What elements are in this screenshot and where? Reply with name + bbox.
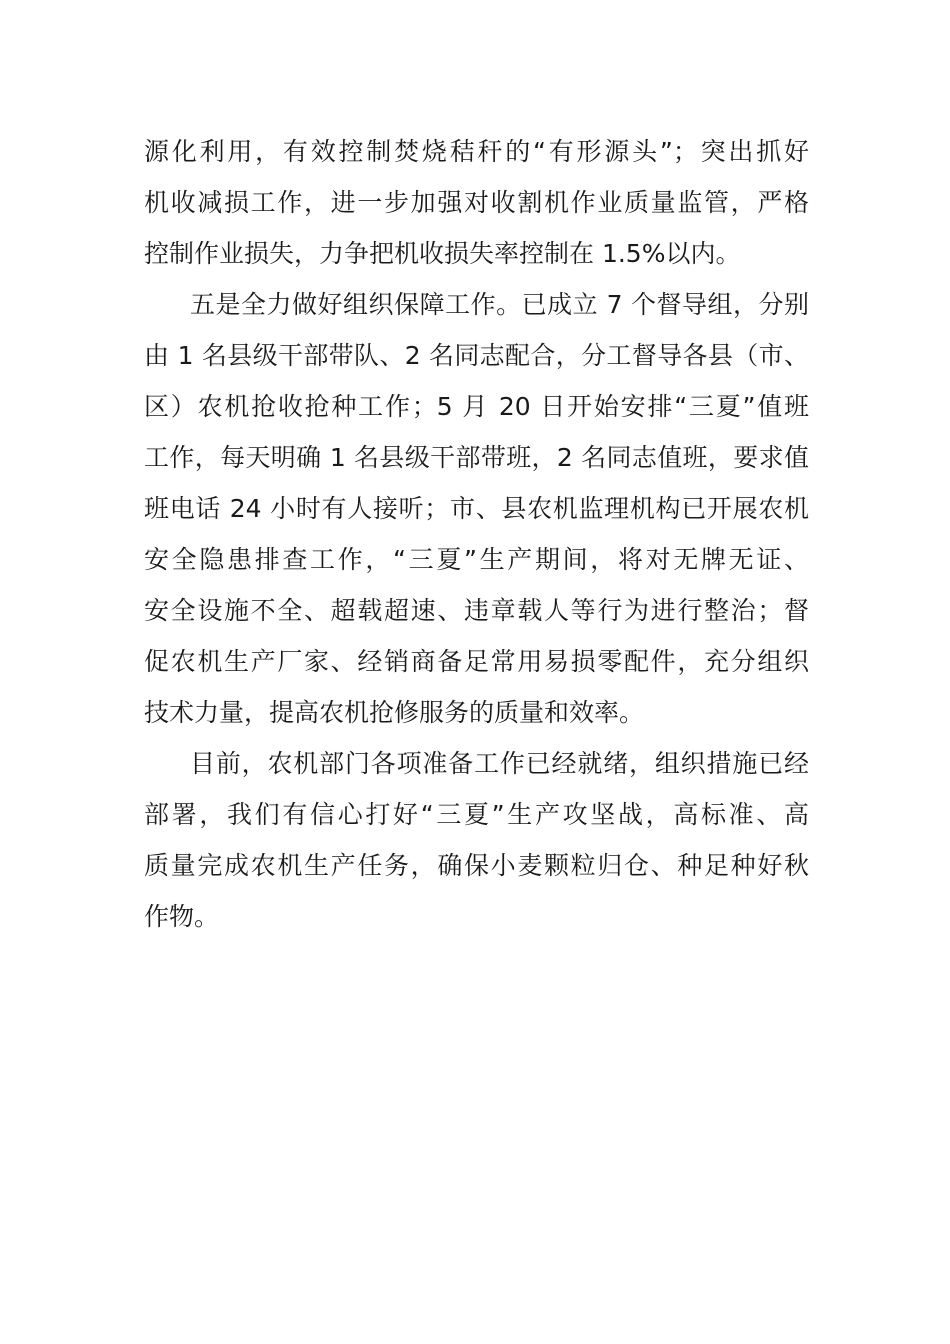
paragraph-start-line: 目前，农机部门各项准备工作已经就绪，组织措施已经 [190, 749, 809, 778]
text-line: 部署，我们有信心打好“三夏”生产攻坚战，高标准、高 [144, 800, 809, 829]
text-line: 促农机生产厂家、经销商备足常用易损零配件，充分组织 [144, 647, 809, 676]
text-line: 班电话 24 小时有人接听；市、县农机监理机构已开展农机 [144, 494, 809, 523]
text-line: 机收减损工作，进一步加强对收割机作业质量监管，严格 [144, 188, 809, 217]
text-line: 质量完成农机生产任务，确保小麦颗粒归仓、种足种好秋 [144, 851, 809, 880]
text-line: 安全隐患排查工作，“三夏”生产期间，将对无牌无证、 [144, 545, 809, 574]
text-line: 作物。 [144, 902, 220, 931]
text-line: 技术力量，提高农机抢修服务的质量和效率。 [144, 698, 645, 727]
text-line: 控制作业损失，力争把机收损失率控制在 1.5%以内。 [144, 239, 741, 268]
text-line: 源化利用，有效控制焚烧秸秆的“有形源头”；突出抓好 [144, 137, 809, 166]
text-line: 安全设施不全、超载超速、违章载人等行为进行整治；督 [144, 596, 809, 625]
paragraph-start-line: 五是全力做好组织保障工作。已成立 7 个督导组，分别 [190, 290, 809, 319]
text-line: 工作，每天明确 1 名县级干部带班，2 名同志值班，要求值 [144, 443, 809, 472]
text-line: 区）农机抢收抢种工作；5 月 20 日开始安排“三夏”值班 [144, 392, 809, 421]
body-text [144, 126, 809, 942]
text-line: 由 1 名县级干部带队、2 名同志配合，分工督导各县（市、 [144, 341, 809, 370]
